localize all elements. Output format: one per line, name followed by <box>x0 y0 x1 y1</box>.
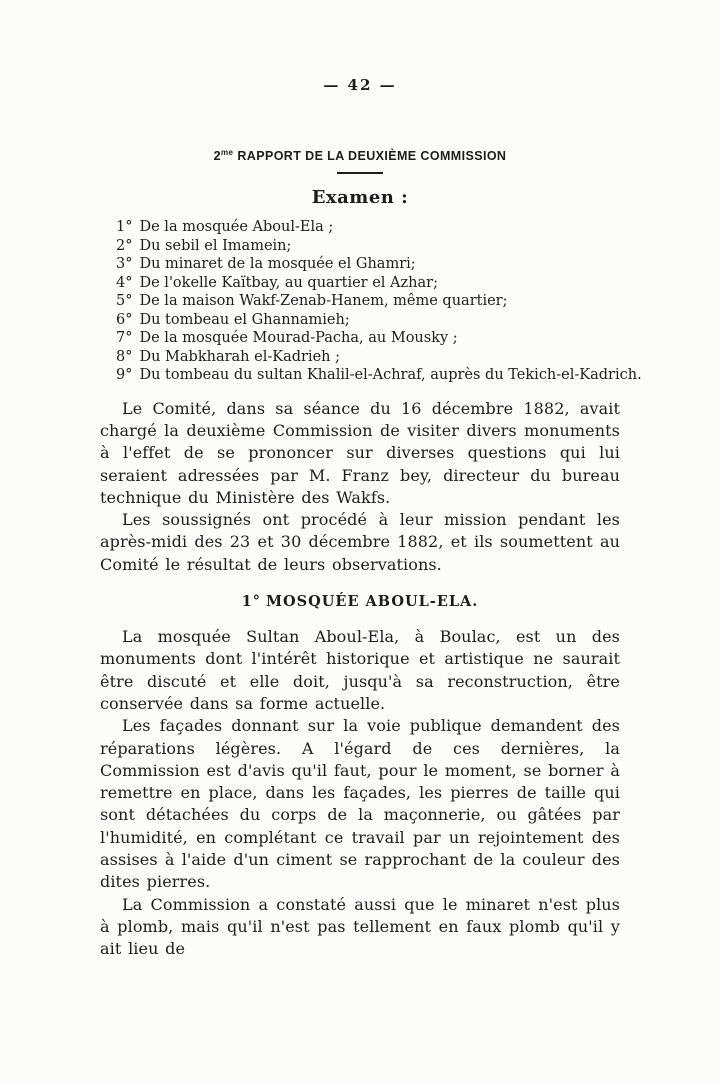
section-heading-mosquee-aboul-ela <box>100 593 620 610</box>
list-item-text: Du Mabkharah el-Kadrieh ; <box>139 348 340 365</box>
list-item-number: 3° <box>116 256 133 273</box>
list-item <box>100 274 620 293</box>
list-item-text: Du tombeau el Ghannamieh; <box>139 311 350 328</box>
page-number: — 42 — <box>323 76 397 94</box>
list-item <box>100 311 620 330</box>
section-number: 1° <box>241 593 261 611</box>
paragraph-facades: Les façades donnant sur la voie publique demandent des réparations légères. A l'égard de ces dernières, la Commission est d'avis qu'il faut, pour le moment, se borner à remettre en place, dans les façades, les pierres de taille qui sont détachées du corps de la maçonnerie, ou gâtées par l'humidité, en complétant ce travail par un rejointement des assises à l'aide d'un ciment se rapprochant de la couleur des dites pierres. <box>100 716 620 892</box>
list-item-number: 2° <box>116 237 133 254</box>
list-item-text: Du tombeau du sultan Khalil-el-Achraf, auprès du Tekich-el-Kadrich. <box>139 367 642 384</box>
list-item <box>100 366 642 385</box>
section-title-text: MOSQUÉE ABOUL-ELA. <box>265 593 479 611</box>
paragraph-mosquee-description: La mosquée Sultan Aboul-Ela, à Boulac, est un des monuments dont l'intérêt historique et artistique ne saurait être discuté et elle doit, jusqu'à sa reconstruction, être conservée dans sa forme actuelle. <box>100 627 620 713</box>
list-item-number: 4° <box>116 274 133 291</box>
list-item-number: 9° <box>116 367 133 384</box>
list-item-number: 5° <box>116 293 133 310</box>
examen-heading: Examen : <box>311 187 409 209</box>
report-number: 2 <box>213 149 221 164</box>
list-item <box>100 237 620 256</box>
list-item <box>100 348 620 367</box>
list-item-text: De la mosquée Mourad-Pacha, au Mousky ; <box>139 330 458 347</box>
report-title-text: RAPPORT DE LA DEUXIÈME COMMISSION <box>237 149 507 164</box>
list-item-text: De la maison Wakf-Zenab-Hanem, même quartier; <box>139 293 508 310</box>
list-item-text: De l'okelle Kaïtbay, au quartier el Azhar; <box>139 274 438 291</box>
list-item-text: Du sebil el Imamein; <box>139 237 292 254</box>
paragraph-soussignes: Les soussignés ont procédé à leur mission pendant les après-midi des 23 et 30 décembre 1882, et ils soumettent au Comité le résultat de leurs observations. <box>100 510 620 574</box>
report-number-ordinal: me <box>220 148 234 157</box>
list-item <box>100 292 620 311</box>
report-title <box>100 146 620 163</box>
list-item <box>100 255 620 274</box>
list-item-number: 7° <box>116 330 133 347</box>
paragraph-comite-seance: Le Comité, dans sa séance du 16 décembre 1882, avait chargé la deuxième Commission de visiter divers monuments à l'effet de se prononcer sur diverses questions qui lui seraient adressées par M. Franz bey, directeur du bureau technique du Ministère des Wakfs. <box>100 398 620 507</box>
paragraph-minaret: La Commission a constaté aussi que le minaret n'est plus à plomb, mais qu'il n'est pas tellement en faux plomb qu'il y ait lieu de <box>100 894 620 959</box>
list-item-number: 1° <box>116 219 133 236</box>
monument-list <box>100 218 642 385</box>
list-item-number: 6° <box>116 311 133 328</box>
text-column <box>100 76 642 960</box>
list-item-text: De la mosquée Aboul-Ela ; <box>139 219 334 236</box>
list-item <box>100 218 620 237</box>
list-item-text: Du minaret de la mosquée el Ghamri; <box>139 256 416 273</box>
list-item-number: 8° <box>116 348 133 365</box>
list-item <box>100 329 620 348</box>
header-divider-rule <box>337 172 383 174</box>
